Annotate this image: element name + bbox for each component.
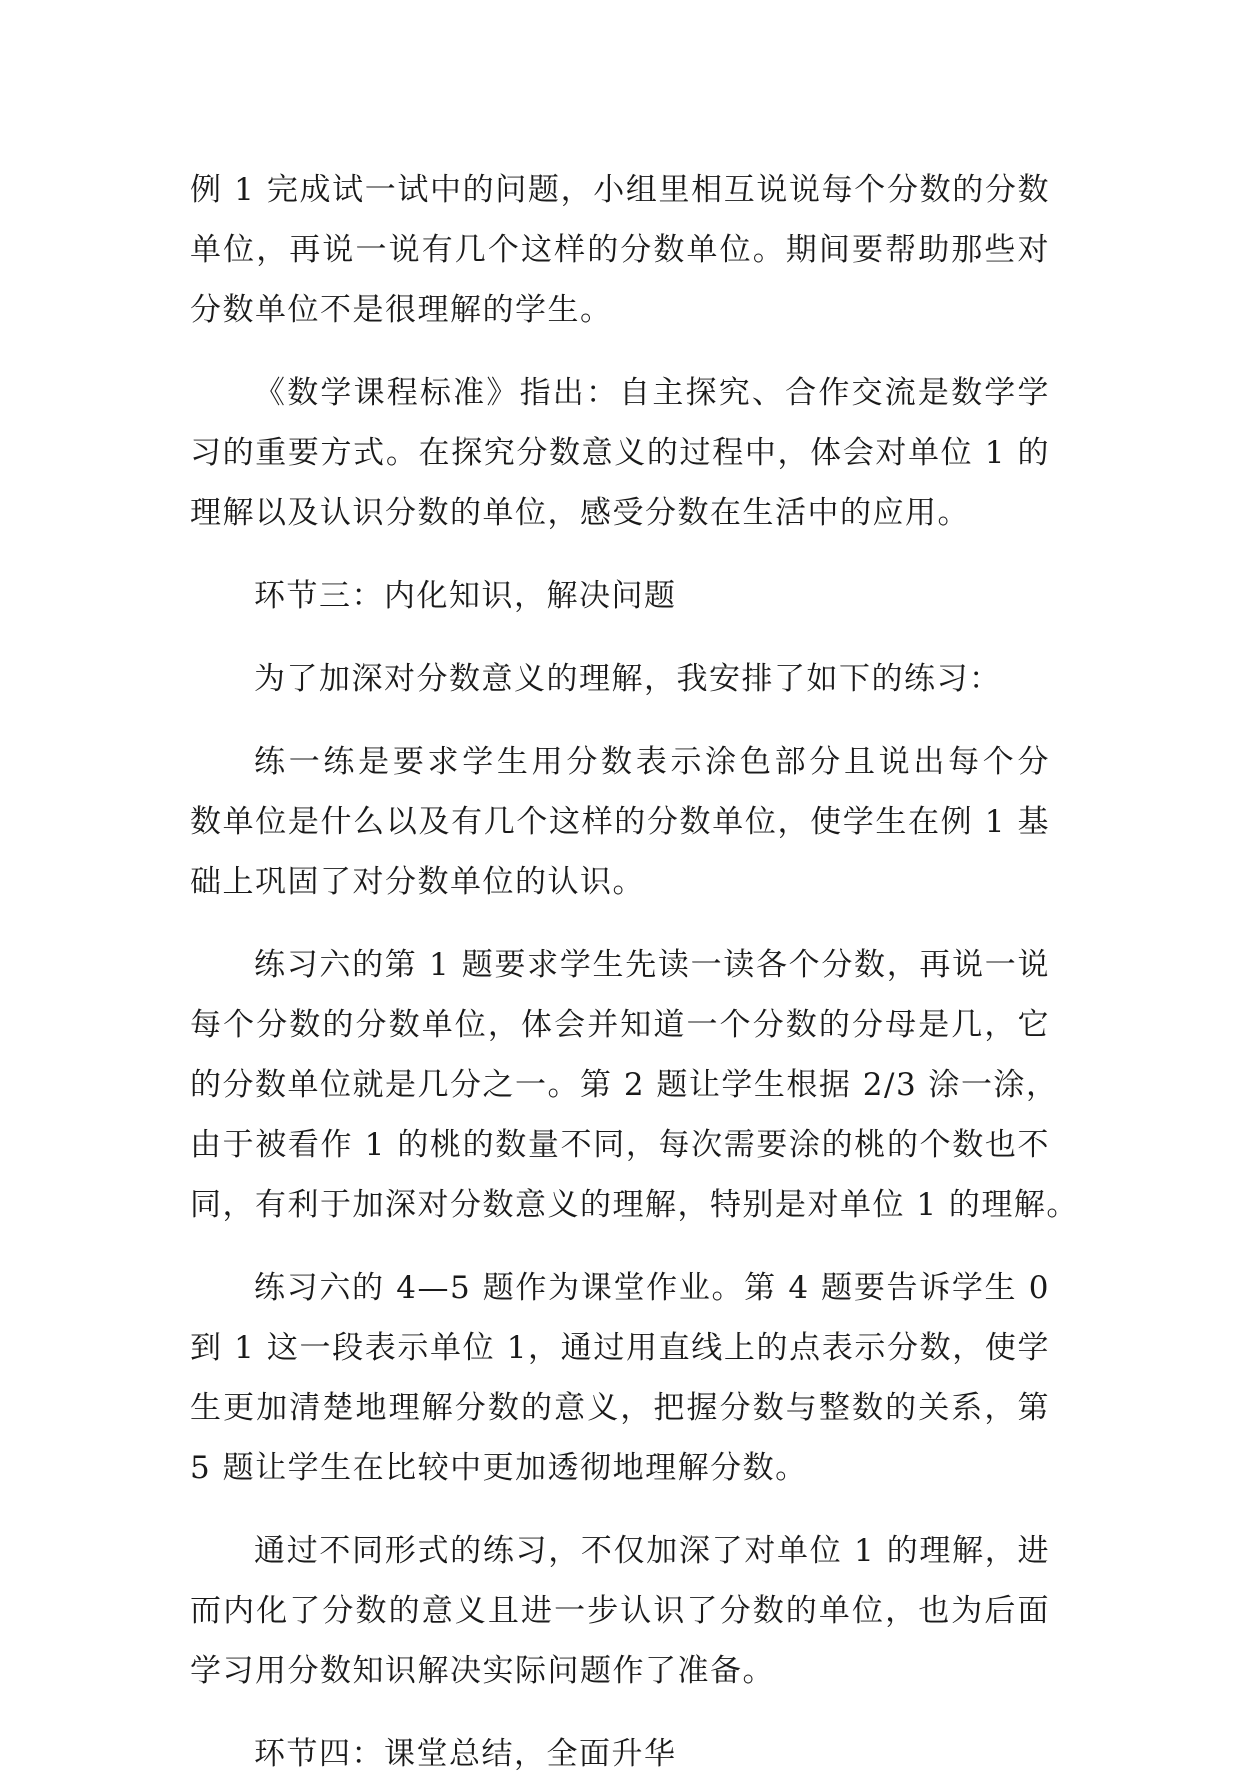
text-line: 数单位是什么以及有几个这样的分数单位，使学生在例 1 基 — [190, 804, 1050, 840]
text-line: 到 1 这一段表示单位 1，通过用直线上的点表示分数，使学 — [190, 1330, 1050, 1366]
paragraph-2 — [190, 363, 1050, 543]
paragraph-7 — [190, 1258, 1050, 1498]
paragraph-5 — [190, 732, 1050, 912]
paragraph-6 — [190, 935, 1079, 1235]
text-line: 练一练是要求学生用分数表示涂色部分且说出每个分 — [254, 744, 1050, 780]
text-line: 习的重要方式。在探究分数意义的过程中，体会对单位 1 的 — [190, 435, 1050, 471]
text-line: 练习六的 4—5 题作为课堂作业。第 4 题要告诉学生 0 — [254, 1270, 1050, 1306]
text-line: 学习用分数知识解决实际问题作了准备。 — [190, 1653, 775, 1689]
text-line: 单位，再说一说有几个这样的分数单位。期间要帮助那些对 — [190, 232, 1050, 268]
text-line: 的分数单位就是几分之一。第 2 题让学生根据 2/3 涂一涂， — [190, 1067, 1059, 1103]
text-line: 础上巩固了对分数单位的认识。 — [190, 864, 645, 900]
paragraph-4 — [190, 649, 1050, 709]
section-heading-4 — [190, 1724, 1050, 1784]
section-heading: 环节四：课堂总结，全面升华 — [254, 1736, 677, 1772]
text-line: 通过不同形式的练习，不仅加深了对单位 1 的理解，进 — [254, 1533, 1050, 1569]
text-line: 每个分数的分数单位，体会并知道一个分数的分母是几，它 — [190, 1007, 1050, 1043]
text-line: 5 题让学生在比较中更加透彻地理解分数。 — [190, 1450, 808, 1486]
text-line: 《数学课程标准》指出：自主探究、合作交流是数学学 — [254, 375, 1050, 411]
text-line: 同，有利于加深对分数意义的理解，特别是对单位 1 的理解。 — [190, 1187, 1079, 1223]
paragraph-1 — [190, 160, 1050, 340]
text-line: 为了加深对分数意义的理解，我安排了如下的练习： — [254, 661, 1002, 697]
text-line: 练习六的第 1 题要求学生先读一读各个分数，再说一说 — [254, 947, 1050, 983]
section-heading-3 — [190, 566, 1050, 626]
paragraph-8 — [190, 1521, 1050, 1701]
text-line: 例 1 完成试一试中的问题，小组里相互说说每个分数的分数 — [190, 172, 1050, 208]
section-heading: 环节三：内化知识，解决问题 — [254, 578, 677, 614]
text-line: 理解以及认识分数的单位，感受分数在生活中的应用。 — [190, 495, 970, 531]
text-line: 而内化了分数的意义且进一步认识了分数的单位，也为后面 — [190, 1593, 1050, 1629]
document-body — [190, 160, 1079, 1784]
text-line: 生更加清楚地理解分数的意义，把握分数与整数的关系，第 — [190, 1390, 1050, 1426]
text-line: 分数单位不是很理解的学生。 — [190, 292, 613, 328]
text-line: 由于被看作 1 的桃的数量不同，每次需要涂的桃的个数也不 — [190, 1127, 1050, 1163]
